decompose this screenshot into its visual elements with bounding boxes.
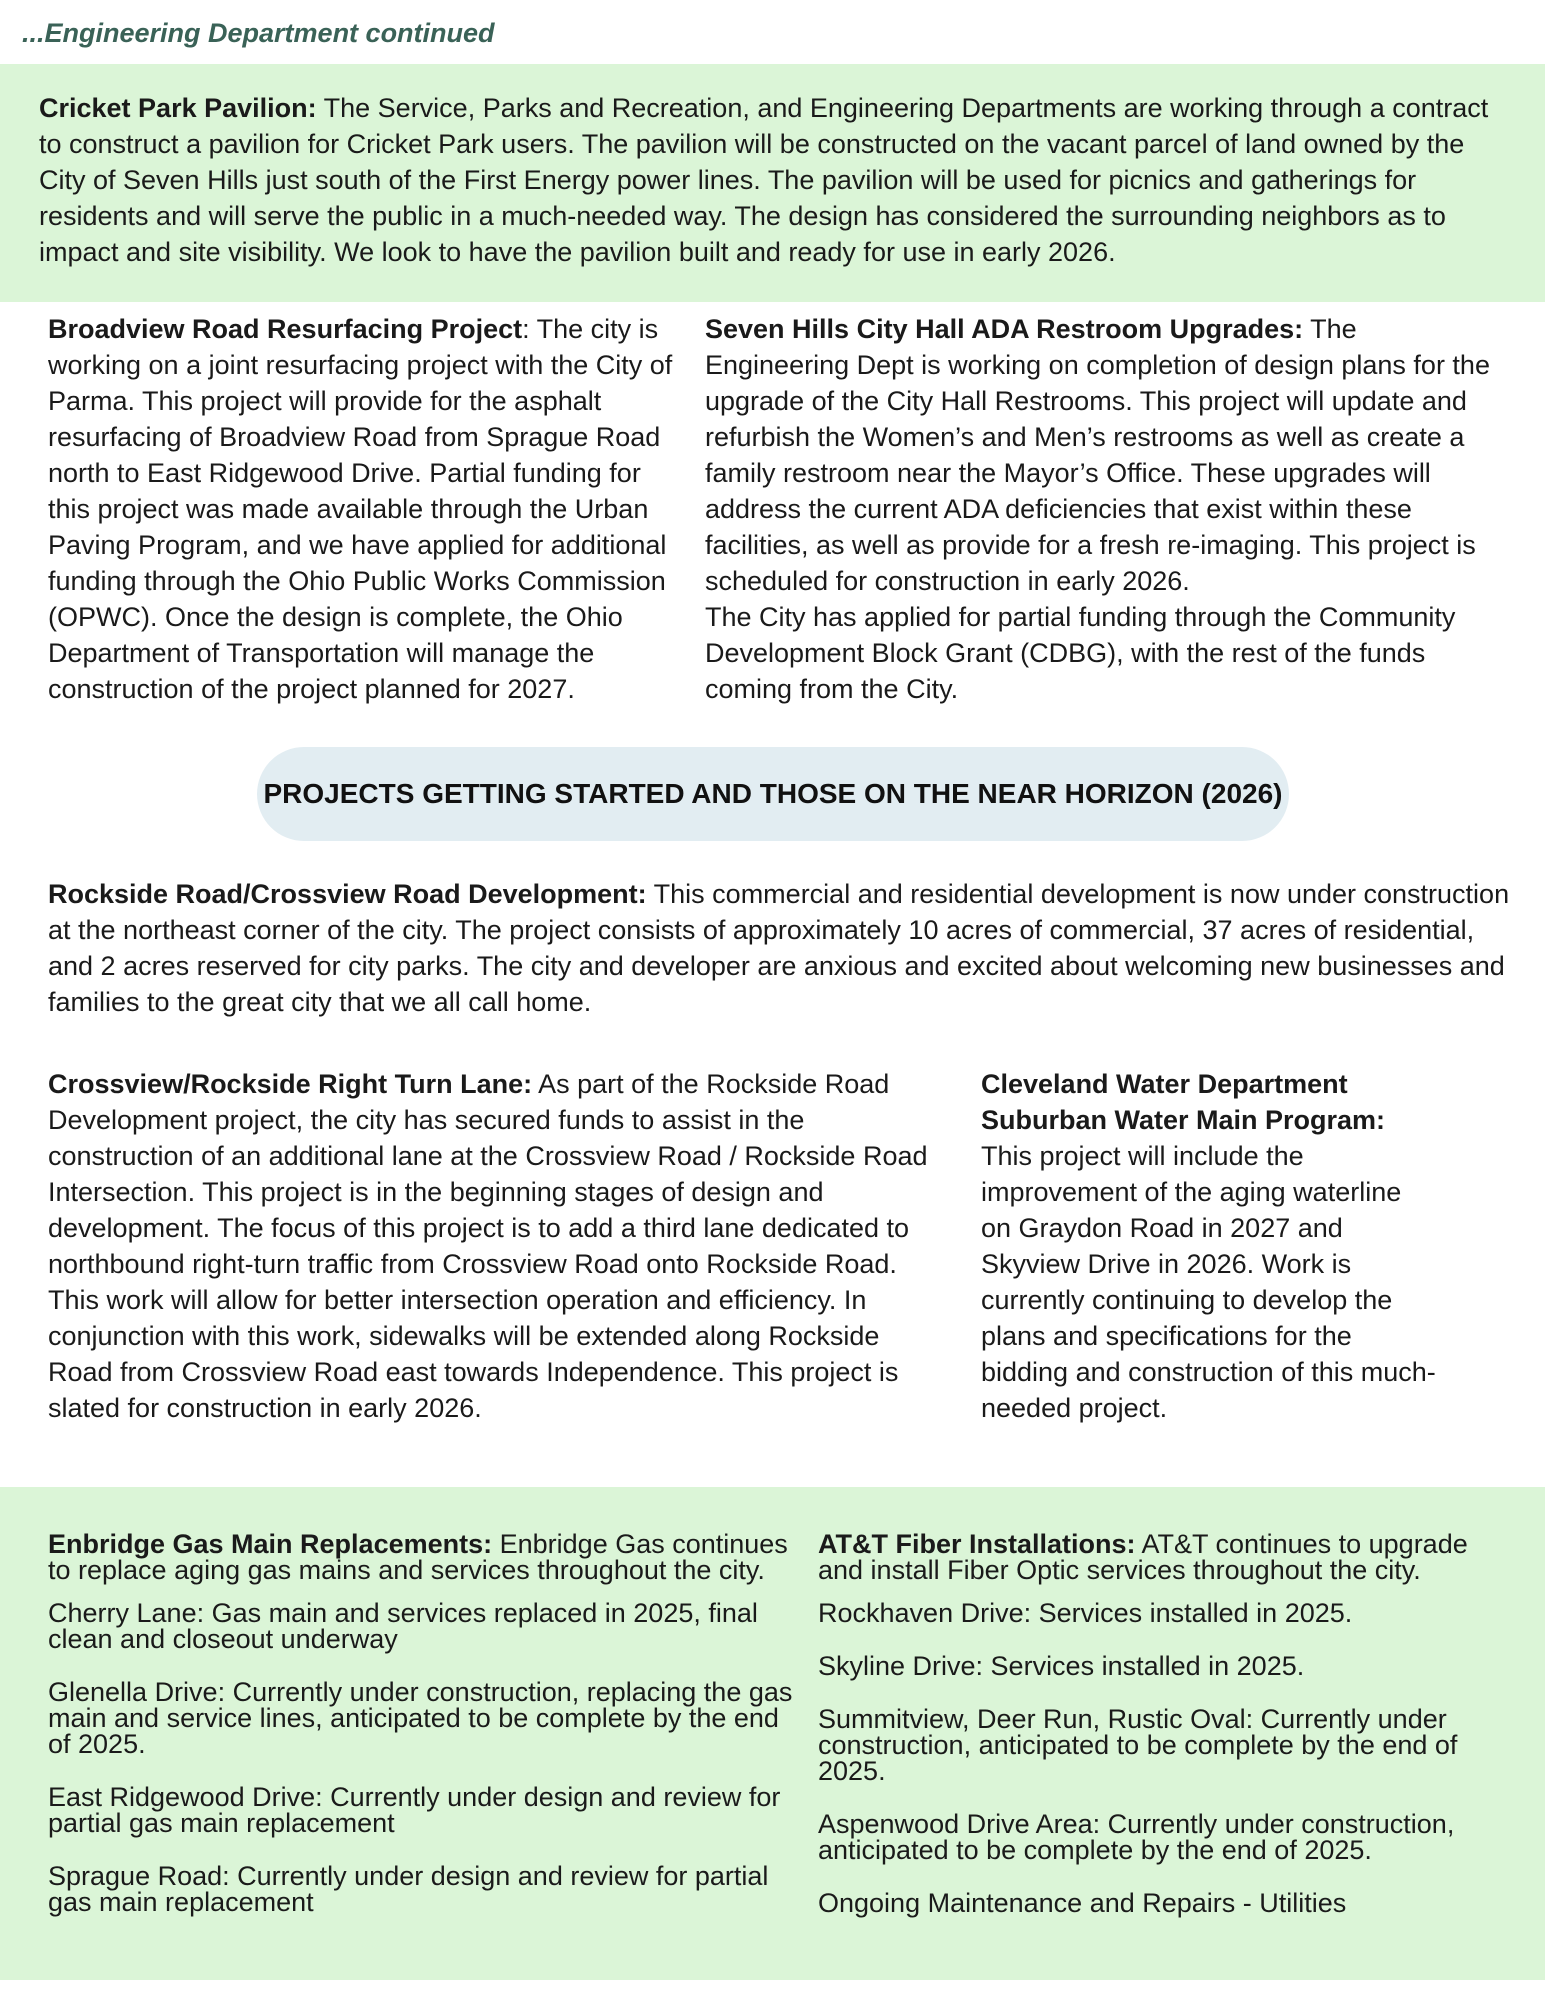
city-hall-paragraph [705, 311, 1505, 599]
broadview-body: : The city is working on a joint resurfacing project with the City of Parma. This project will provide for the asphalt resurfacing of Broadview Road from Sprague Road north to East Ridgewood Drive. Partial funding for this project was made available through the Urban Paving Program, and we have applied for additional funding through the Ohio Public Works Commission (OPWC). Once the design is complete, the Ohio Department of Transportation will manage the construction of the project planned for 2027. [48, 314, 673, 704]
turn-lane-body: As part of the Rockside Road Development project, the city has secured funds to assist in the construction of an additional lane at the Crossview Road / Rockside Road Intersection. This project is in the beginning stages of design and development. The focus of this project is to add a third lane dedicated to northbound right-turn traffic from Crossview Road onto Rockside Road. This work will allow for better intersection operation and efficiency. In conjunction with this work, sidewalks will be extended along Rockside Road from Crossview Road east towards Independence. This project is slated for construction in early 2026. [48, 1069, 928, 1423]
section-heading-pill: PROJECTS GETTING STARTED AND THOSE ON THE NEAR HORIZON (2026) [257, 747, 1289, 841]
att-item: Skyline Drive: Services installed in 2025. [818, 1651, 1305, 1681]
broadview-title: Broadview Road Resurfacing Project [48, 314, 523, 344]
city-hall-section [705, 311, 1505, 707]
utilities-section [0, 1487, 1545, 1980]
att-item: Aspenwood Drive Area: Currently under construction, anticipated to be complete by the end of 2025. [818, 1809, 1455, 1865]
enbridge-item: Glenella Drive: Currently under construction, replacing the gas main and service lines, anticipated to be complete by the end of 2025. [48, 1677, 793, 1759]
city-hall-funding: The City has applied for partial funding through the Community Development Block Grant (CDBG), with the rest of the funds coming from the City. [705, 602, 1456, 704]
enbridge-title: Enbridge Gas Main Replacements: [48, 1529, 493, 1559]
enbridge-item: Cherry Lane: Gas main and services replaced in 2025, final clean and closeout underway [48, 1598, 758, 1654]
rockside-body: This commercial and residential development is now under construction at the northeast corner of the city. The project consists of approximately 10 acres of commercial, 37 acres of residential, and 2 acres reserved for city parks. The city and developer are anxious and excited about welcoming new businesses and families to the great city that we all call home. [48, 879, 1510, 1017]
enbridge-item: East Ridgewood Drive: Currently under design and review for partial gas main replacement [48, 1782, 781, 1838]
cricket-park-title: Cricket Park Pavilion: [39, 93, 317, 123]
att-column [818, 1531, 1503, 1943]
att-item: Summitview, Deer Run, Rustic Oval: Currently under construction, anticipated to be complete by the end of 2025. [818, 1704, 1458, 1786]
broadview-section [48, 311, 678, 707]
water-body: This project will include the improvement of the aging waterline on Graydon Road in 2027 and Skyview Drive in 2026. Work is currently continuing to develop the plans and specifications for the bidding and construction of this much-needed project. [981, 1141, 1436, 1423]
enbridge-column [48, 1531, 803, 1942]
rockside-section [48, 876, 1518, 1020]
turn-lane-title: Crossview/Rockside Right Turn Lane: [48, 1069, 533, 1099]
rockside-title: Rockside Road/Crossview Road Development: [48, 879, 647, 909]
page-header: ...Engineering Department continued [22, 18, 495, 48]
turn-lane-paragraph [48, 1066, 928, 1426]
water-title: Cleveland Water Department Suburban Water Main Program: [981, 1069, 1386, 1135]
att-lead [818, 1531, 1503, 1583]
rockside-paragraph [48, 876, 1518, 1020]
water-section [981, 1066, 1436, 1426]
att-body: AT&T continues to upgrade and install Fiber Optic services throughout the city. [818, 1529, 1468, 1585]
enbridge-item: Sprague Road: Currently under design and review for partial gas main replacement [48, 1861, 769, 1917]
cricket-park-body: The Service, Parks and Recreation, and Engineering Departments are working through a contract to construct a pavilion for Cricket Park users. The pavilion will be constructed on the vacant parcel of land owned by the City of Seven Hills just south of the First Energy power lines. The pavilion will be used for picnics and gatherings for residents and will serve the public in a much-needed way. The design has considered the surrounding neighbors as to impact and site visibility. We look to have the pavilion built and ready for use in early 2026. [39, 93, 1489, 267]
broadview-paragraph [48, 311, 678, 707]
enbridge-lead [48, 1531, 803, 1583]
turn-lane-section [48, 1066, 928, 1426]
cricket-park-paragraph [39, 90, 1517, 270]
cricket-park-section [0, 64, 1545, 302]
att-item: Rockhaven Drive: Services installed in 2025. [818, 1598, 1353, 1628]
city-hall-body: The Engineering Dept is working on completion of design plans for the upgrade of the City Hall Restrooms. This project will update and refurbish the Women’s and Men’s restrooms as well as create a family restroom near the Mayor’s Office. These upgrades will address the current ADA deficiencies that exist within these facilities, as well as provide for a fresh re-imaging. This project is scheduled for construction in early 2026. [705, 314, 1490, 596]
enbridge-body: Enbridge Gas continues to replace aging gas mains and services throughout the city. [48, 1529, 788, 1585]
att-title: AT&T Fiber Installations: [818, 1529, 1136, 1559]
city-hall-title: Seven Hills City Hall ADA Restroom Upgrades: [705, 314, 1304, 344]
att-item: Ongoing Maintenance and Repairs - Utilities [818, 1888, 1347, 1918]
